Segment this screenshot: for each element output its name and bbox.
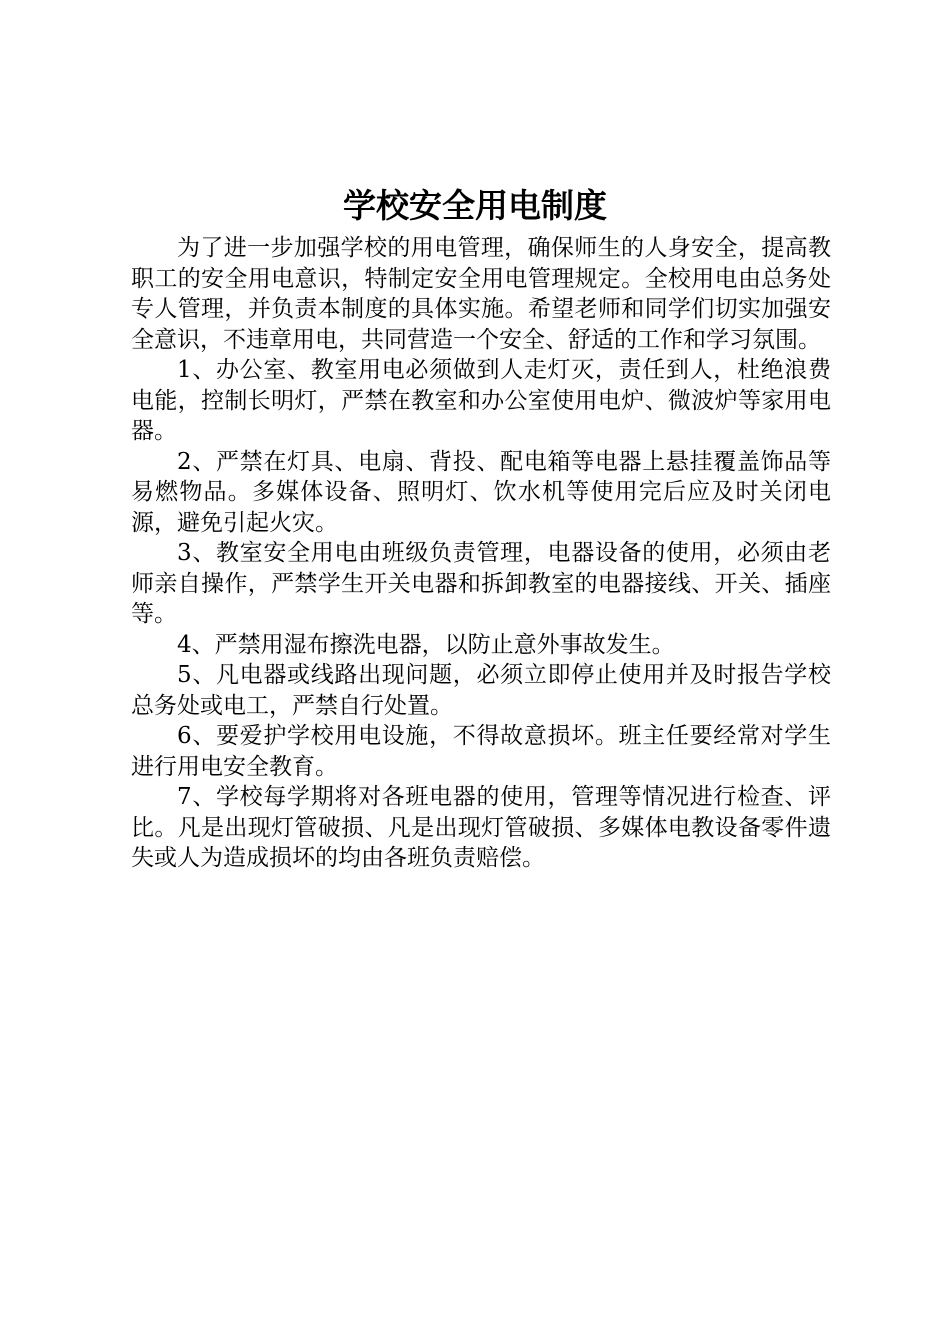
rule-paragraph-7: 7、学校每学期将对各班电器的使用，管理等情况进行检查、评比。凡是出现灯管破损、凡是出现灯管破损、多媒体电教设备零件遗失或人为造成损坏的均由各班负责赔偿。 bbox=[131, 784, 831, 871]
document-title: 学校安全用电制度 bbox=[343, 186, 607, 225]
intro-paragraph: 为了进一步加强学校的用电管理，确保师生的人身安全，提高教职工的安全用电意识，特制定安全用电管理规定。全校用电由总务处专人管理，并负责本制度的具体实施。希望老师和同学们切实加强安全意识，不违章用电，共同营造一个安全、舒适的工作和学习氛围。 bbox=[131, 235, 831, 353]
rule-paragraph-4: 4、严禁用湿布擦洗电器，以防止意外事故发生。 bbox=[177, 631, 675, 658]
rule-paragraph-5: 5、凡电器或线路出现问题，必须立即停止使用并及时报告学校总务处或电工，严禁自行处置。 bbox=[131, 662, 831, 719]
rule-paragraph-2: 2、严禁在灯具、电扇、背投、配电箱等电器上悬挂覆盖饰品等易燃物品。多媒体设备、照明灯、饮水机等使用完后应及时关闭电源，避免引起火灾。 bbox=[131, 448, 831, 536]
rule-paragraph-3: 3、教室安全用电由班级负责管理，电器设备的使用，必须由老师亲自操作，严禁学生开关电器和拆卸教室的电器接线、开关、插座等。 bbox=[131, 540, 831, 627]
rule-paragraph-1: 1、办公室、教室用电必须做到人走灯灭，责任到人，杜绝浪费电能，控制长明灯，严禁在教室和办公室使用电炉、微波炉等家用电器。 bbox=[131, 357, 831, 444]
rule-paragraph-6: 6、要爱护学校用电设施，不得故意损坏。班主任要经常对学生进行用电安全教育。 bbox=[131, 723, 831, 780]
document-body bbox=[131, 233, 831, 874]
